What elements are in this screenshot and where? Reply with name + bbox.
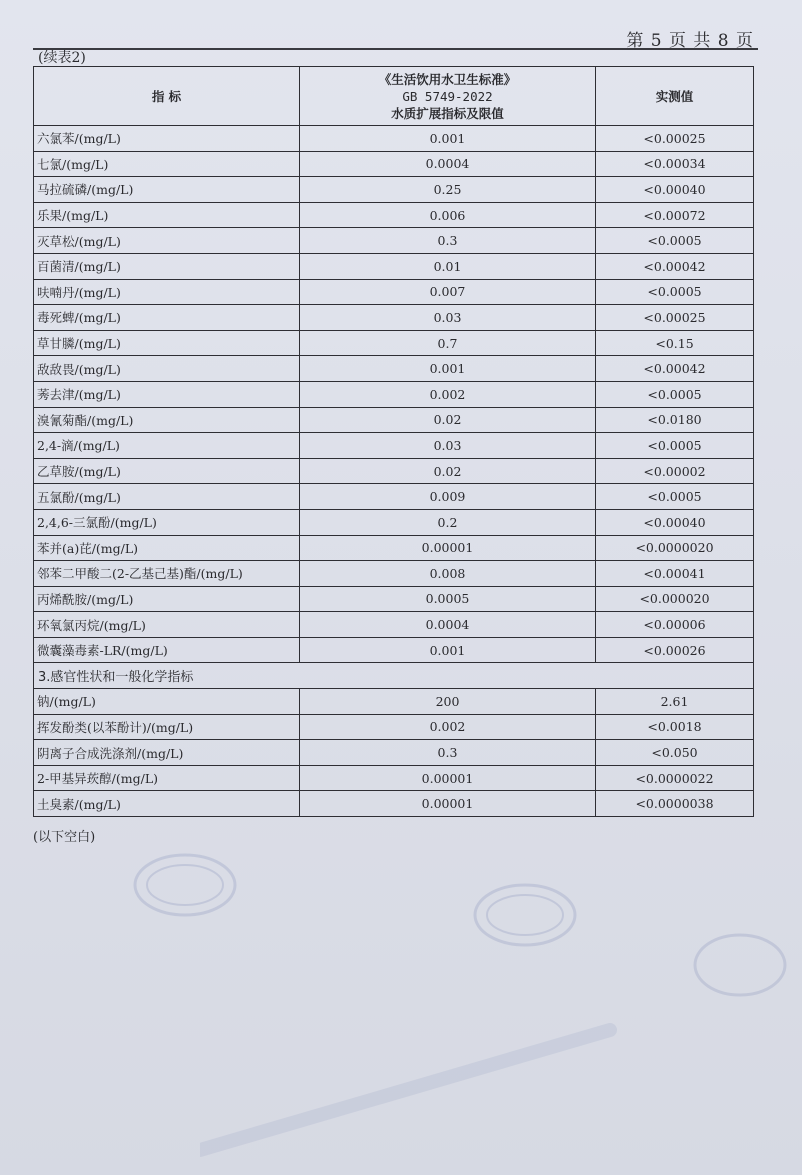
table-row	[34, 740, 754, 766]
measured-cell: <0.00040	[596, 177, 754, 203]
indicator-cell: 钠/(mg/L)	[34, 689, 300, 715]
measured-cell: <0.0180	[596, 407, 754, 433]
limit-cell: 0.00001	[300, 791, 596, 817]
header-standard-desc: 水质扩展指标及限值	[391, 105, 504, 121]
limit-cell: 0.02	[300, 407, 596, 433]
limit-cell: 0.3	[300, 740, 596, 766]
table-row	[34, 228, 754, 254]
indicator-cell: 莠去津/(mg/L)	[34, 381, 300, 407]
watermark-stamp-icon	[130, 850, 240, 920]
limit-cell: 0.03	[300, 305, 596, 331]
limit-cell: 0.008	[300, 561, 596, 587]
header-standard-title: 《生活饮用水卫生标准》	[378, 71, 517, 87]
limit-cell: 0.2	[300, 509, 596, 535]
measured-cell: <0.0000022	[596, 765, 754, 791]
header-measured: 实测值	[596, 67, 754, 126]
indicator-cell: 百菌清/(mg/L)	[34, 253, 300, 279]
limit-cell: 0.001	[300, 356, 596, 382]
table-row	[34, 535, 754, 561]
measured-cell: <0.00025	[596, 126, 754, 152]
table-row	[34, 202, 754, 228]
table-row	[34, 637, 754, 663]
table-header-row	[34, 67, 754, 126]
section-row	[34, 663, 754, 689]
measured-cell: <0.00041	[596, 561, 754, 587]
indicator-cell: 乐果/(mg/L)	[34, 202, 300, 228]
table-row	[34, 126, 754, 152]
table-row	[34, 151, 754, 177]
measured-cell: <0.00002	[596, 458, 754, 484]
table-row	[34, 612, 754, 638]
measured-cell: <0.0005	[596, 484, 754, 510]
indicator-cell: 毒死蜱/(mg/L)	[34, 305, 300, 331]
indicator-cell: 溴氰菊酯/(mg/L)	[34, 407, 300, 433]
measured-cell: <0.00042	[596, 356, 754, 382]
measured-cell: <0.15	[596, 330, 754, 356]
limit-cell: 0.7	[300, 330, 596, 356]
measured-cell: <0.00034	[596, 151, 754, 177]
measured-cell: <0.00072	[596, 202, 754, 228]
table-row	[34, 279, 754, 305]
footnote-blank: (以下空白)	[33, 830, 96, 845]
table-row	[34, 330, 754, 356]
header-indicator: 指 标	[34, 67, 300, 126]
measured-cell: <0.050	[596, 740, 754, 766]
header-rule	[33, 48, 758, 50]
watermark-stamp-icon	[200, 1020, 620, 1160]
continuation-label: (续表2)	[38, 50, 86, 66]
indicator-cell: 六氯苯/(mg/L)	[34, 126, 300, 152]
indicator-cell: 阴离子合成洗涤剂/(mg/L)	[34, 740, 300, 766]
limit-cell: 0.006	[300, 202, 596, 228]
indicator-cell: 呋喃丹/(mg/L)	[34, 279, 300, 305]
limit-cell: 0.009	[300, 484, 596, 510]
limit-cell: 0.02	[300, 458, 596, 484]
limit-cell: 0.001	[300, 637, 596, 663]
indicator-cell: 挥发酚类(以苯酚计)/(mg/L)	[34, 714, 300, 740]
table-row	[34, 253, 754, 279]
table-row	[34, 561, 754, 587]
limit-cell: 0.002	[300, 381, 596, 407]
results-table	[33, 66, 754, 817]
measured-cell: <0.000020	[596, 586, 754, 612]
indicator-cell: 敌敌畏/(mg/L)	[34, 356, 300, 382]
indicator-cell: 乙草胺/(mg/L)	[34, 458, 300, 484]
indicator-cell: 2-甲基异莰醇/(mg/L)	[34, 765, 300, 791]
table-row	[34, 484, 754, 510]
measured-cell: <0.00026	[596, 637, 754, 663]
indicator-cell: 2,4,6-三氯酚/(mg/L)	[34, 509, 300, 535]
measured-cell: <0.00025	[596, 305, 754, 331]
limit-cell: 0.3	[300, 228, 596, 254]
table-row	[34, 509, 754, 535]
header-standard-code: GB 5749-2022	[402, 88, 493, 104]
limit-cell: 200	[300, 689, 596, 715]
limit-cell: 0.0004	[300, 612, 596, 638]
table-row	[34, 586, 754, 612]
table-row	[34, 356, 754, 382]
table-row	[34, 458, 754, 484]
table-row	[34, 305, 754, 331]
indicator-cell: 五氯酚/(mg/L)	[34, 484, 300, 510]
limit-cell: 0.002	[300, 714, 596, 740]
indicator-cell: 环氧氯丙烷/(mg/L)	[34, 612, 300, 638]
indicator-cell: 丙烯酰胺/(mg/L)	[34, 586, 300, 612]
limit-cell: 0.001	[300, 126, 596, 152]
limit-cell: 0.01	[300, 253, 596, 279]
table-row	[34, 381, 754, 407]
indicator-cell: 七氯/(mg/L)	[34, 151, 300, 177]
table-row	[34, 791, 754, 817]
indicator-cell: 苯并(a)芘/(mg/L)	[34, 535, 300, 561]
indicator-cell: 灭草松/(mg/L)	[34, 228, 300, 254]
table-row	[34, 407, 754, 433]
measured-cell: <0.00042	[596, 253, 754, 279]
page-number: 第 5 页 共 8 页	[626, 31, 754, 51]
limit-cell: 0.00001	[300, 535, 596, 561]
limit-cell: 0.03	[300, 433, 596, 459]
indicator-cell: 土臭素/(mg/L)	[34, 791, 300, 817]
table-row	[34, 765, 754, 791]
table-row	[34, 689, 754, 715]
measured-cell: <0.0000038	[596, 791, 754, 817]
indicator-cell: 草甘膦/(mg/L)	[34, 330, 300, 356]
measured-cell: <0.00040	[596, 509, 754, 535]
measured-cell: <0.0005	[596, 381, 754, 407]
measured-cell: 2.61	[596, 689, 754, 715]
watermark-stamp-icon	[690, 930, 790, 1000]
limit-cell: 0.0005	[300, 586, 596, 612]
measured-cell: <0.0005	[596, 228, 754, 254]
measured-cell: <0.0005	[596, 279, 754, 305]
limit-cell: 0.00001	[300, 765, 596, 791]
indicator-cell: 2,4-滴/(mg/L)	[34, 433, 300, 459]
indicator-cell: 微囊藻毒素-LR/(mg/L)	[34, 637, 300, 663]
table-row	[34, 433, 754, 459]
indicator-cell: 邻苯二甲酸二(2-乙基己基)酯/(mg/L)	[34, 561, 300, 587]
limit-cell: 0.007	[300, 279, 596, 305]
section-title: 3.感官性状和一般化学指标	[34, 663, 754, 689]
indicator-cell: 马拉硫磷/(mg/L)	[34, 177, 300, 203]
header-standard	[300, 67, 596, 126]
measured-cell: <0.0018	[596, 714, 754, 740]
limit-cell: 0.25	[300, 177, 596, 203]
table-row	[34, 177, 754, 203]
table-row	[34, 714, 754, 740]
measured-cell: <0.0005	[596, 433, 754, 459]
watermark-stamp-icon	[470, 880, 580, 950]
measured-cell: <0.00006	[596, 612, 754, 638]
measured-cell: <0.0000020	[596, 535, 754, 561]
limit-cell: 0.0004	[300, 151, 596, 177]
